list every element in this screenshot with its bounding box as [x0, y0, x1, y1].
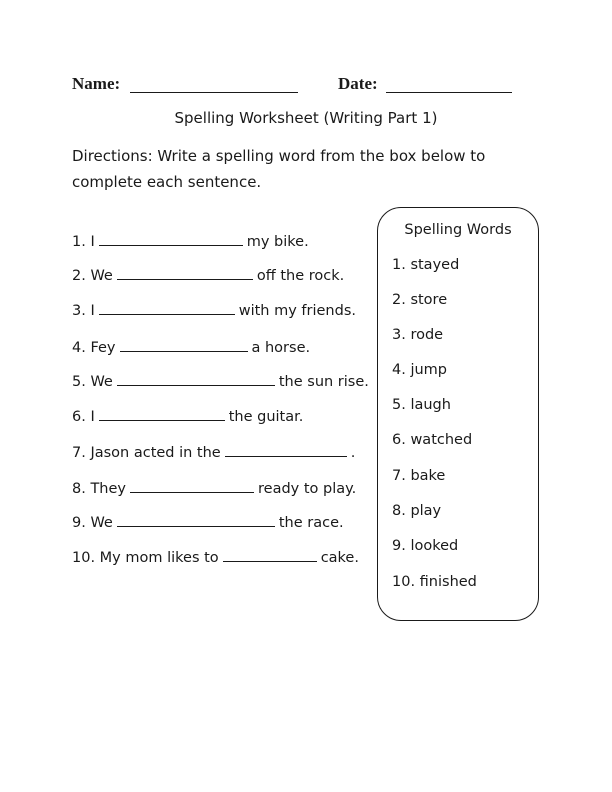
sentence-before: 3. I — [72, 303, 95, 319]
spelling-word: 3. rode — [392, 327, 444, 343]
spelling-word: 6. watched — [392, 432, 473, 448]
sentence-9 — [72, 512, 344, 532]
sentence-after: with my friends. — [238, 303, 356, 319]
sentence-before: 4. Fey — [72, 340, 116, 356]
answer-blank[interactable] — [120, 337, 248, 352]
directions-text: Directions: Write a spelling word from the box below to complete each sentence. — [72, 147, 486, 191]
sentence-after: off the rock. — [256, 268, 345, 284]
answer-blank[interactable] — [225, 442, 347, 457]
sentence-before: 8. They — [72, 481, 126, 497]
spelling-word: 8. play — [392, 503, 442, 519]
name-field-line[interactable] — [130, 92, 298, 93]
answer-blank[interactable] — [223, 547, 317, 562]
answer-blank[interactable] — [99, 300, 235, 315]
sentence-5 — [72, 371, 369, 391]
sentence-1 — [72, 231, 309, 251]
name-label: Name: — [72, 74, 121, 93]
answer-blank[interactable] — [117, 265, 253, 280]
sentence-after: the race. — [278, 515, 344, 531]
sentence-before: 7. Jason acted in the — [72, 445, 221, 461]
word-box-title: Spelling Words — [404, 222, 512, 238]
answer-blank[interactable] — [117, 371, 275, 386]
header-row — [72, 74, 532, 96]
sentence-2 — [72, 265, 344, 285]
spelling-word: 1. stayed — [392, 257, 460, 273]
spelling-word: 9. looked — [392, 538, 459, 554]
answer-blank[interactable] — [117, 512, 275, 527]
worksheet-title: Spelling Worksheet (Writing Part 1) — [174, 109, 438, 127]
sentence-10 — [72, 547, 359, 567]
sentence-3 — [72, 300, 356, 320]
sentence-after: ready to play. — [258, 481, 357, 497]
sentence-before: 2. We — [72, 268, 113, 284]
sentence-after: my bike. — [246, 234, 309, 250]
sentence-after: a horse. — [251, 340, 311, 356]
sentence-before: 5. We — [72, 374, 113, 390]
sentence-after: the guitar. — [228, 409, 304, 425]
spelling-word: 7. bake — [392, 468, 446, 484]
sentence-4 — [72, 337, 310, 357]
sentence-before: 9. We — [72, 515, 113, 531]
date-field-line[interactable] — [386, 92, 512, 93]
sentence-before: 6. I — [72, 409, 95, 425]
sentence-8 — [72, 478, 356, 498]
sentence-after: the sun rise. — [278, 374, 369, 390]
spelling-word: 5. laugh — [392, 397, 451, 413]
sentence-after: cake. — [320, 550, 359, 566]
answer-blank[interactable] — [130, 478, 254, 493]
answer-blank[interactable] — [99, 406, 225, 421]
date-label: Date: — [338, 74, 378, 93]
sentence-before: 1. I — [72, 234, 95, 250]
answer-blank[interactable] — [99, 231, 243, 246]
sentence-6 — [72, 406, 303, 426]
sentence-after: . — [350, 445, 356, 461]
sentence-before: 10. My mom likes to — [72, 550, 219, 566]
spelling-word: 2. store — [392, 292, 448, 308]
sentence-7 — [72, 442, 355, 462]
spelling-word: 10. finished — [392, 574, 477, 590]
spelling-word: 4. jump — [392, 362, 447, 378]
